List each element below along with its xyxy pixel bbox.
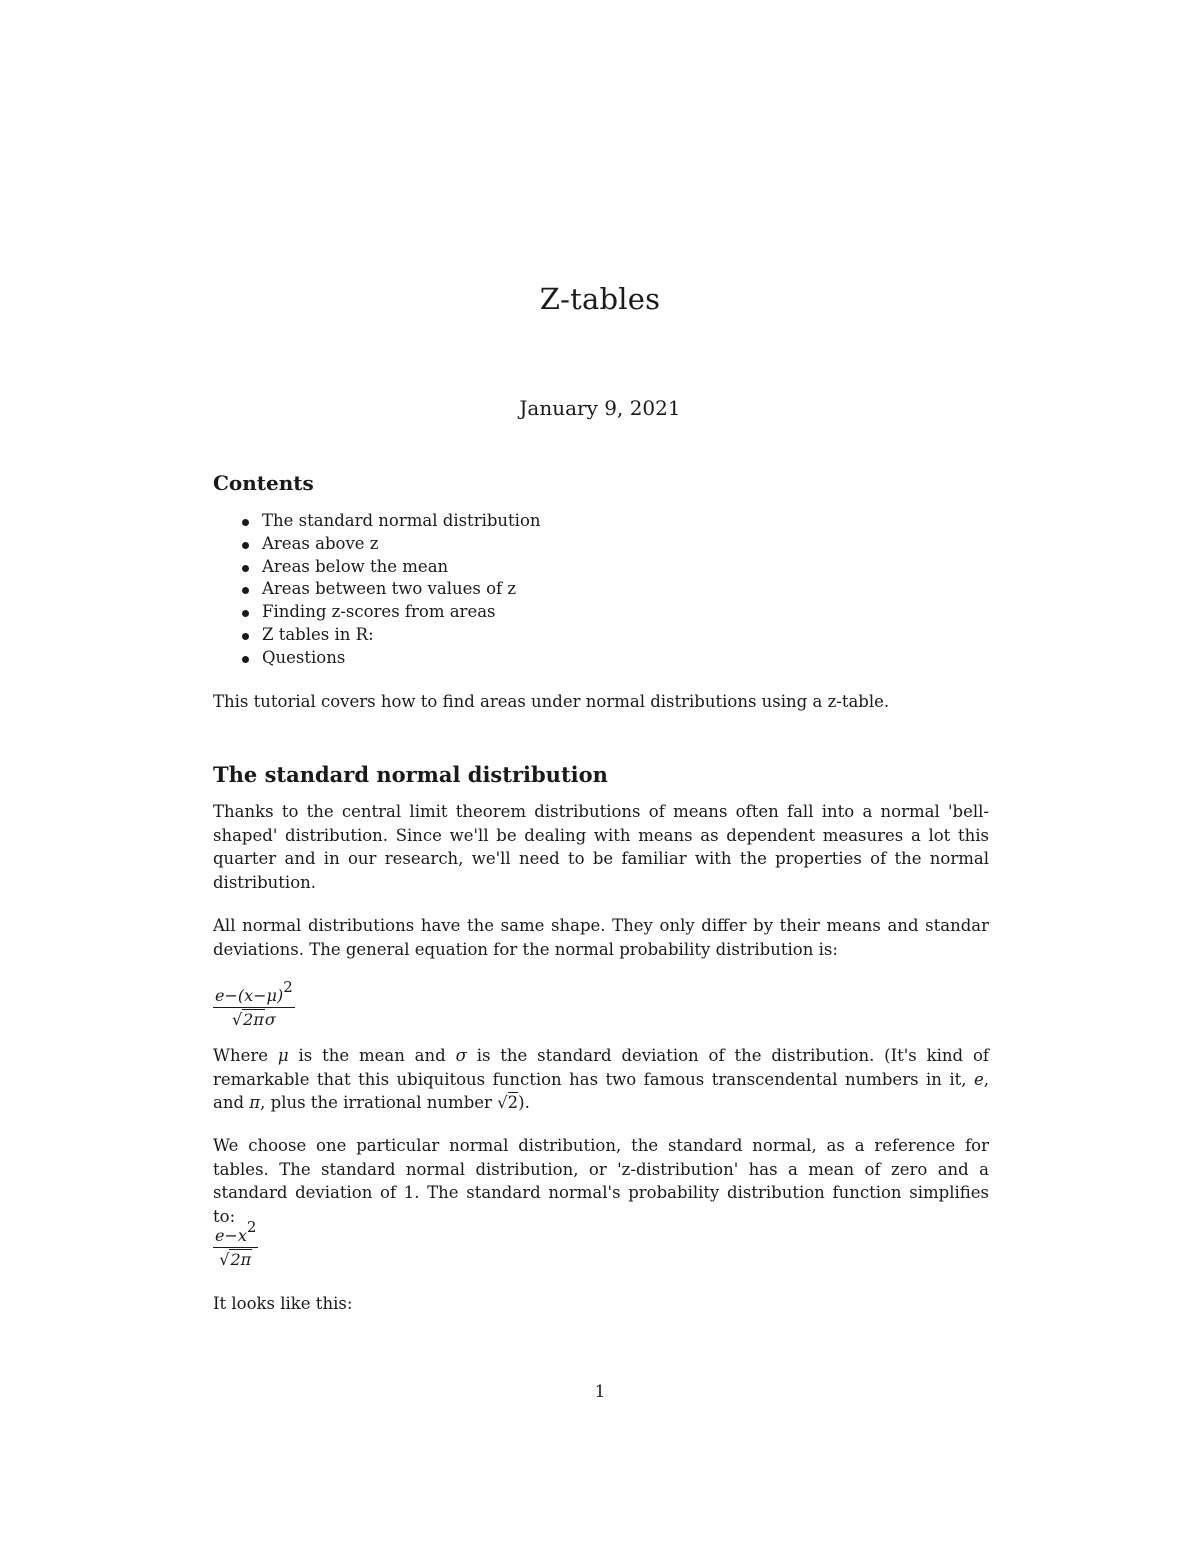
toc-item[interactable] <box>240 510 541 533</box>
toc-item[interactable] <box>240 533 541 556</box>
intro-paragraph: This tutorial covers how to find areas under normal distributions using a z-table. <box>213 692 890 711</box>
bullet-icon <box>242 542 249 549</box>
toc-item-label: Areas between two values of z <box>262 579 517 599</box>
formula-numerator: $e-x^2$ <box>213 1218 258 1248</box>
contents-heading: Contents <box>213 471 314 495</box>
bullet-icon <box>242 565 249 572</box>
body-paragraph: We choose one particular normal distribution, the standard normal, as a reference for tables. The standard normal distribution, or 'z-distribution' has a mean of zero and a standard deviation of 1. The standard normal's probability distribution function simplifies to: <box>213 1136 989 1226</box>
page-number: 1 <box>594 1382 606 1401</box>
toc-item-label: Areas below the mean <box>262 556 449 576</box>
bullet-icon <box>242 633 249 640</box>
body-paragraph: Thanks to the central limit theorem distributions of means often fall into a normal 'bell-shaped' distribution. Since we'll be dealing with means as dependent measures a lot this quarter and in our research, we'll need to be familiar with the properties of the normal distribution. <box>213 802 989 892</box>
body-paragraph: Where μ is the mean and σ is the standard deviation of the distribution. (It's kind of remarkable that this ubiquitous function has two famous transcendental numbers in it, e, and π, plus the irrational number √2). <box>213 1046 989 1112</box>
bullet-icon <box>242 656 249 663</box>
section-heading: The standard normal distribution <box>213 762 608 787</box>
document-title: Z-tables <box>539 282 661 316</box>
toc-item[interactable] <box>240 624 541 647</box>
table-of-contents <box>240 510 541 670</box>
formula-numerator: $e-(x-\mu)^2$ <box>213 978 295 1008</box>
bullet-icon <box>242 587 249 594</box>
body-paragraph: It looks like this: <box>213 1294 353 1313</box>
normal-pdf-formula <box>213 978 295 1029</box>
document-date: January 9, 2021 <box>519 396 681 420</box>
body-paragraph: All normal distributions have the same shape. They only differ by their means and standar deviations. The general equation for the normal probability distribution is: <box>213 916 989 959</box>
formula-denominator: √2πσ <box>231 1010 276 1029</box>
toc-item[interactable] <box>240 647 541 670</box>
bullet-icon <box>242 610 249 617</box>
toc-item-label: Finding z-scores from areas <box>262 602 496 622</box>
toc-item[interactable] <box>240 601 541 624</box>
toc-item[interactable] <box>240 578 541 601</box>
formula-denominator: √2π <box>219 1250 252 1269</box>
toc-item-label: Questions <box>262 647 346 667</box>
toc-item-label: Areas above z <box>262 533 379 553</box>
toc-item-label: The standard normal distribution <box>262 511 541 530</box>
standard-normal-pdf-formula <box>213 1218 258 1269</box>
bullet-icon <box>242 519 249 526</box>
toc-item-label: Z tables in R: <box>262 624 374 644</box>
toc-item[interactable] <box>240 556 541 579</box>
